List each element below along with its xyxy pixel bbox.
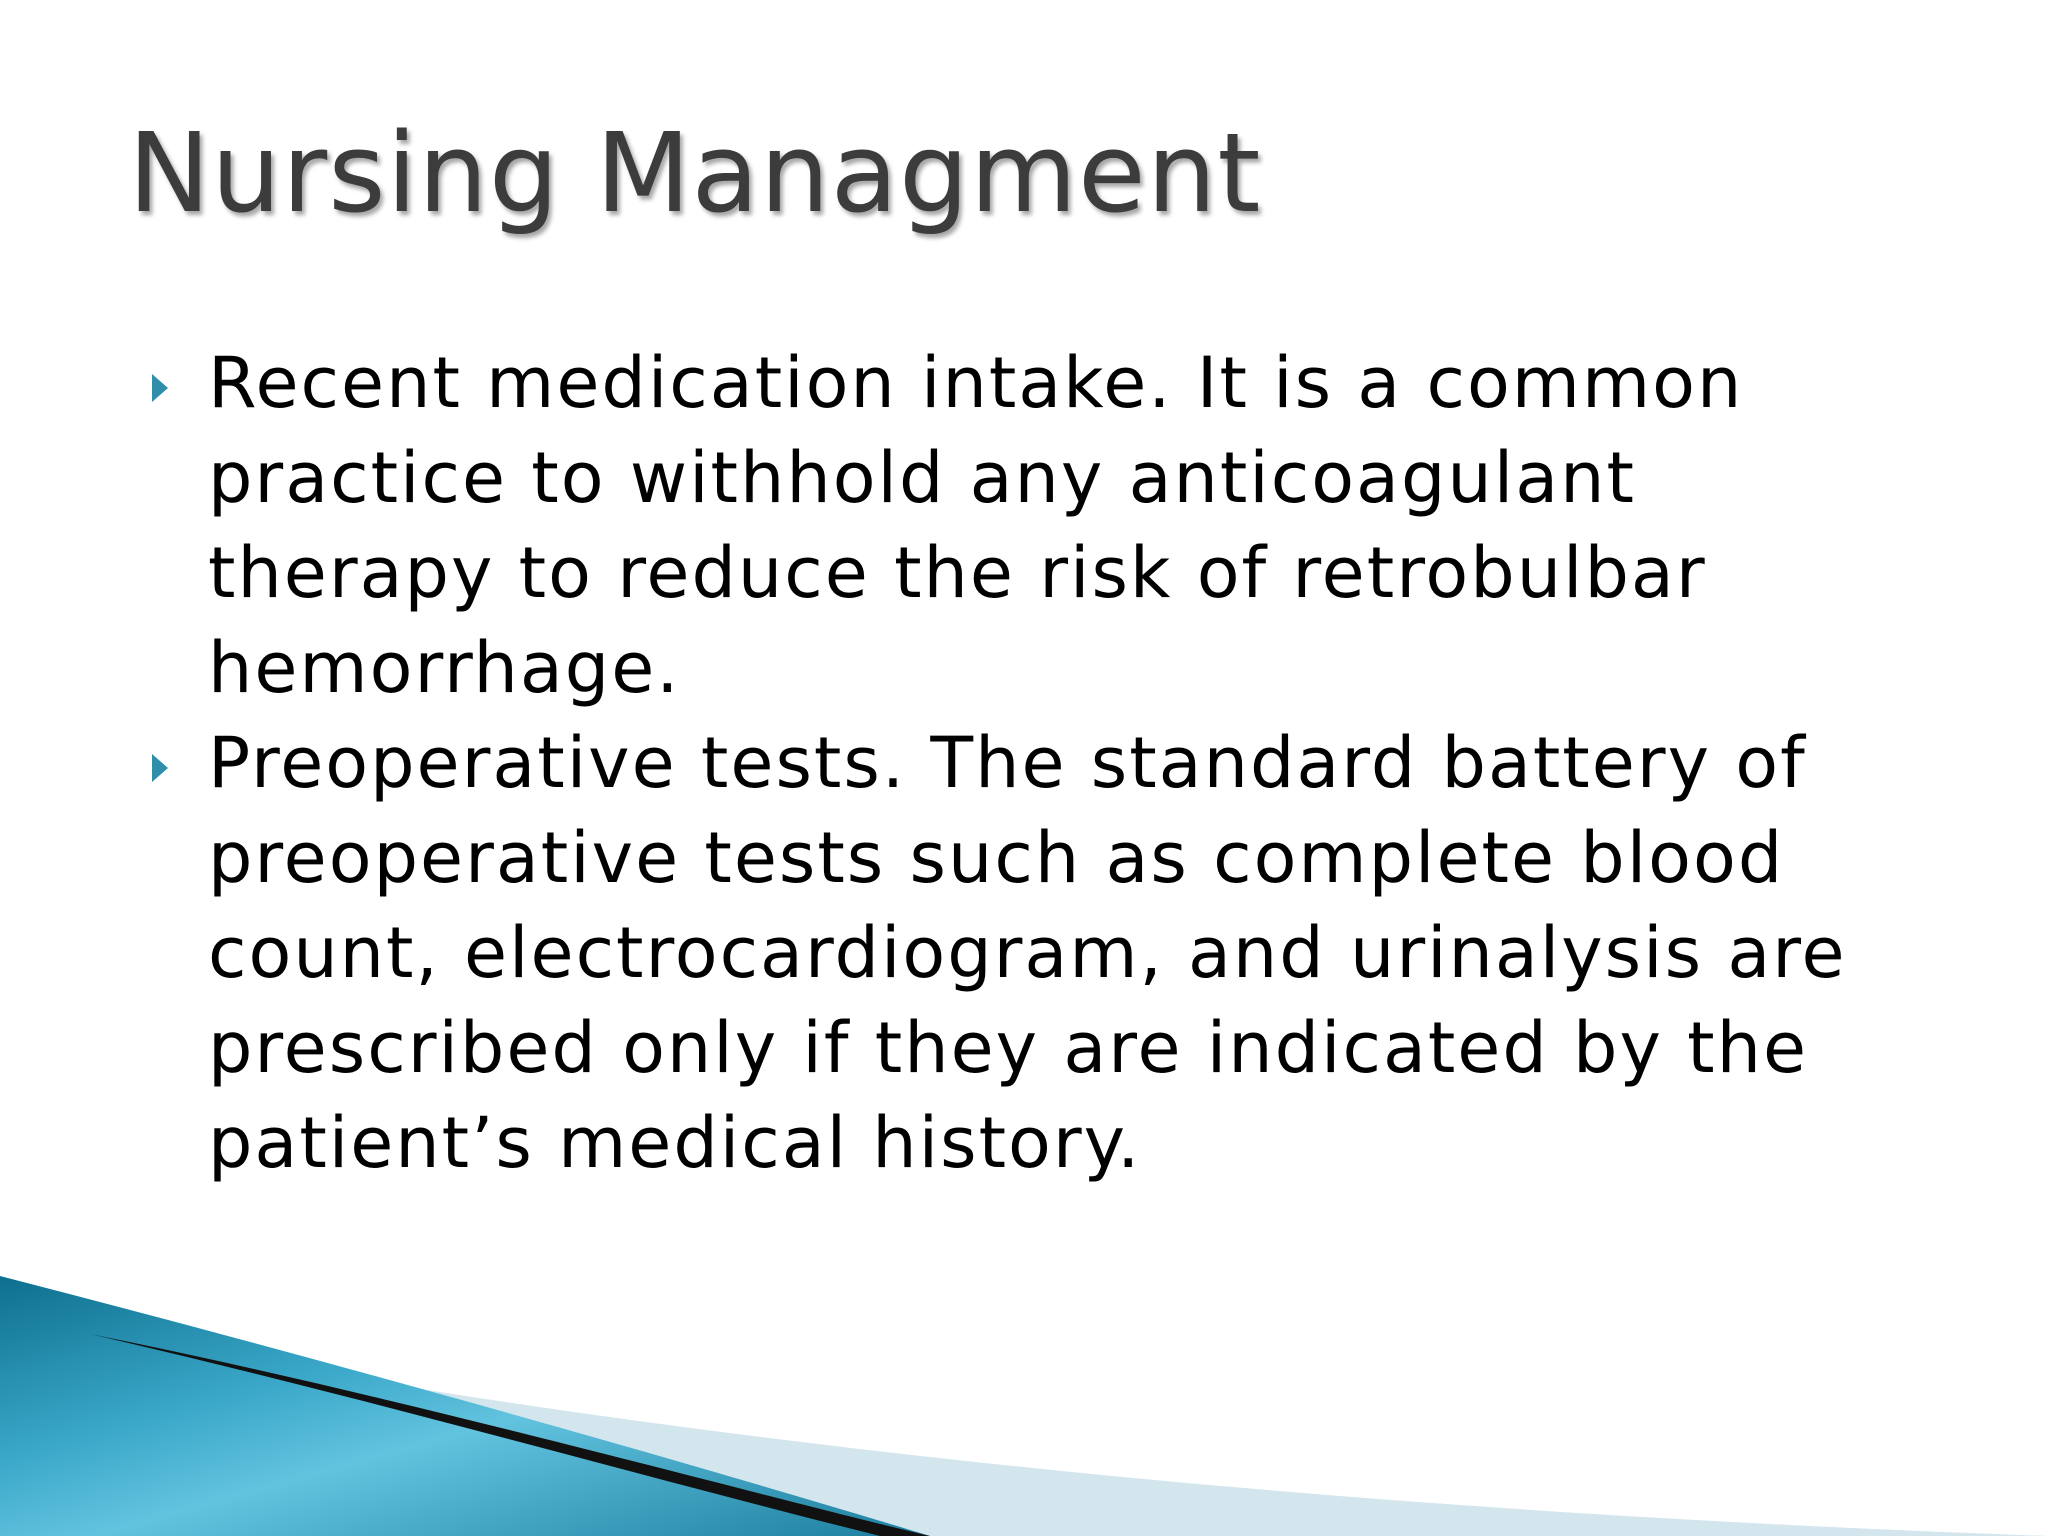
triangle-right-icon [152, 374, 168, 402]
swoosh-teal [0, 1276, 930, 1536]
bullet-item [140, 336, 1940, 716]
bullet-item [140, 716, 1940, 1191]
bullet-list [140, 336, 1940, 1191]
triangle-right-icon [152, 754, 168, 782]
slide-title: Nursing Managment [128, 109, 1262, 237]
bullet-text: Preoperative tests. The standard battery of preoperative tests such as complete blood count, electrocardiogram, and urinalysis are prescribed only if they are indicated by the patient’s medical history. [208, 722, 1847, 1184]
bullet-text: Recent medication intake. It is a common practice to withhold any anticoagulant therapy to reduce the risk of retrobulbar hemorrhage. [208, 342, 1744, 709]
bottom-swoosh-decoration [0, 1276, 2048, 1536]
